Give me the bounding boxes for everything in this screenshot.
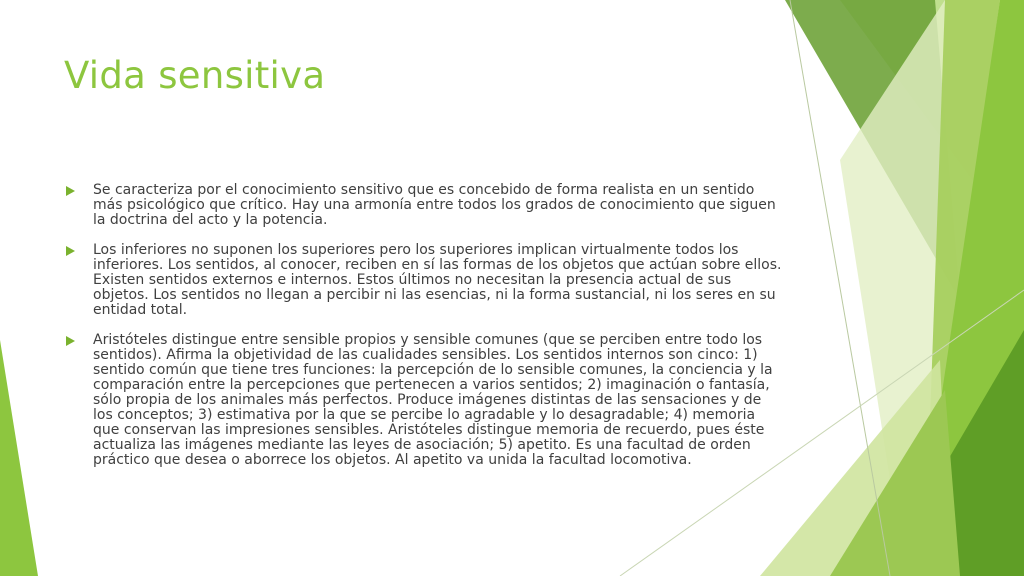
bullet-text: Aristóteles distingue entre sensible propios y sensible comunes (que se perciben entre todo los sentidos). Afirma la objetividad de las cualidades sensibles. Los sentidos internos son cinco: 1) sentido común que tiene tres funciones: la percepción de lo sensible comunes, la conciencia y la comparación entre la percepciones que pertenecen a varios sentidos; 2) imaginación o fantasía, sólo propia de los animales más perfectos. Produce imágenes distintas de las sensaciones y de los conceptos; 3) estimativa por la que se percibe lo agradable y lo desagradable; 4) memoria que conservan las impresiones sensibles. Aristóteles distingue memoria de recuerdo, pues éste actualiza las imágenes mediante las leyes de asociación; 5) apetito. Es una facultad de orden práctico que desea o aborrece los objetos. Al apetito va unida la facultad locomotiva.	[93, 332, 773, 468]
bullet-item	[64, 243, 784, 318]
left-accent-shape	[0, 340, 38, 576]
slide-title: Vida sensitiva	[64, 54, 326, 97]
bullet-text: Se caracteriza por el conocimiento sensitivo que es concebido de forma realista en un sentido más psicológico que crítico. Hay una armonía entre todos los grados de conocimiento que siguen la doctrina del acto y la potencia.	[93, 182, 776, 228]
bullet-item	[64, 333, 784, 468]
triangle-bullet-icon	[66, 246, 75, 256]
triangle-bullet-icon	[66, 186, 75, 196]
bullet-item	[64, 183, 784, 228]
bullet-text: Los inferiores no suponen los superiores pero los superiores implican virtualmente todos los inferiores. Los sentidos, al conocer, reciben en sí las formas de los objetos que actúan sobre ellos. Existen sentidos externos e internos. Estos últimos no necesitan la presencia actual de sus objetos. Los sentidos no llegan a percibir ni las esencias, ni la forma sustancial, ni los seres en su entidad total.	[93, 242, 782, 318]
bullet-list	[64, 183, 784, 483]
triangle-bullet-icon	[66, 336, 75, 346]
